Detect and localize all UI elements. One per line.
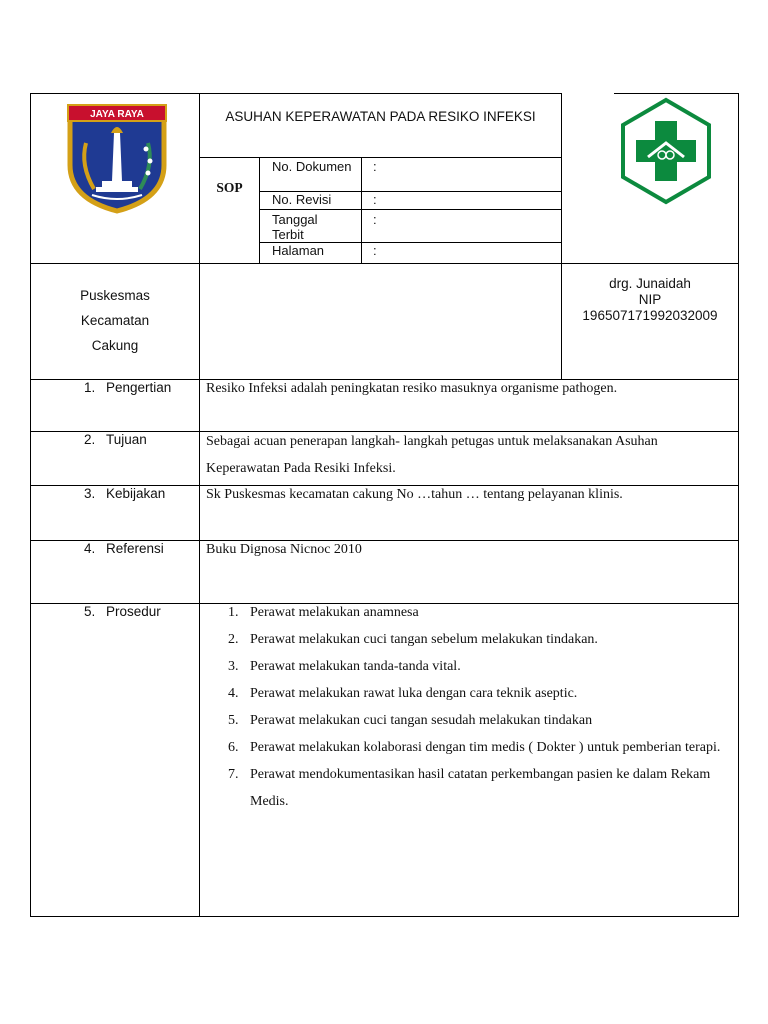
section-text-kebijakan: Sk Puskesmas kecamatan cakung No …tahun … tentang pelayanan klinis. <box>206 487 623 502</box>
procedure-step: 3. Perawat melakukan tanda-tanda vital. <box>228 659 461 674</box>
section-label-tujuan: 2. Tujuan <box>84 432 147 447</box>
org-line-2: Kecamatan <box>80 313 150 328</box>
signer-nip-label: NIP <box>638 292 662 307</box>
signer-nip: 196507171992032009 <box>582 308 718 323</box>
signer-block <box>562 276 738 324</box>
org-line-1: Puskesmas <box>80 288 150 303</box>
section-text-pengertian: Resiko Infeksi adalah peningkatan resiko masuknya organisme pathogen. <box>206 381 618 396</box>
meta-value-no-revisi: : <box>373 192 377 207</box>
section-text-tujuan: Sebagai acuan penerapan langkah- langkah petugas untuk melaksanakan Asuhan Keperawatan Pada Resiki Infeksi. <box>206 434 658 476</box>
procedure-step: 5. Perawat melakukan cuci tangan sesudah melakukan tindakan <box>228 713 593 728</box>
document-title: ASUHAN KEPERAWATAN PADA RESIKO INFEKSI <box>225 109 536 124</box>
section-label-prosedur: 5. Prosedur <box>84 604 161 619</box>
meta-label-no-dokumen: No. Dokumen <box>272 159 352 174</box>
procedure-list <box>205 599 732 815</box>
meta-label-no-revisi: No. Revisi <box>272 192 332 207</box>
signer-name: drg. Junaidah <box>609 276 691 291</box>
section-label-pengertian: 1. Pengertian <box>84 380 172 395</box>
puskesmas-cross-logo <box>618 97 714 205</box>
procedure-step: 2. Perawat melakukan cuci tangan sebelum melakukan tindakan. <box>228 632 598 647</box>
org-line-3: Cakung <box>91 338 139 353</box>
section-label-kebijakan: 3. Kebijakan <box>84 486 166 501</box>
procedure-step: 4. Perawat melakukan rawat luka dengan cara teknik aseptic. <box>228 686 578 701</box>
meta-value-halaman: : <box>373 243 377 258</box>
meta-label-tanggal-terbit: Tanggal Terbit <box>272 212 318 242</box>
procedure-step: 1. Perawat melakukan anamnesa <box>228 605 419 620</box>
section-text-referensi: Buku Dignosa Nicnoc 2010 <box>206 542 362 557</box>
organisation-name <box>30 283 200 358</box>
sop-label: SOP <box>216 180 243 195</box>
meta-label-halaman: Halaman <box>272 243 325 258</box>
procedure-step: 7. Perawat mendokumentasikan hasil catatan perkembangan pasien ke dalam Rekam Medis. <box>228 767 711 809</box>
jaya-raya-logo <box>64 103 170 215</box>
meta-value-tanggal-terbit: : <box>373 212 377 227</box>
procedure-step: 6. Perawat melakukan kolaborasi dengan tim medis ( Dokter ) untuk pemberian terapi. <box>228 740 721 755</box>
section-label-referensi: 4. Referensi <box>84 541 164 556</box>
logo-banner-text: JAYA RAYA <box>90 109 144 120</box>
meta-value-no-dokumen: : <box>373 159 377 174</box>
